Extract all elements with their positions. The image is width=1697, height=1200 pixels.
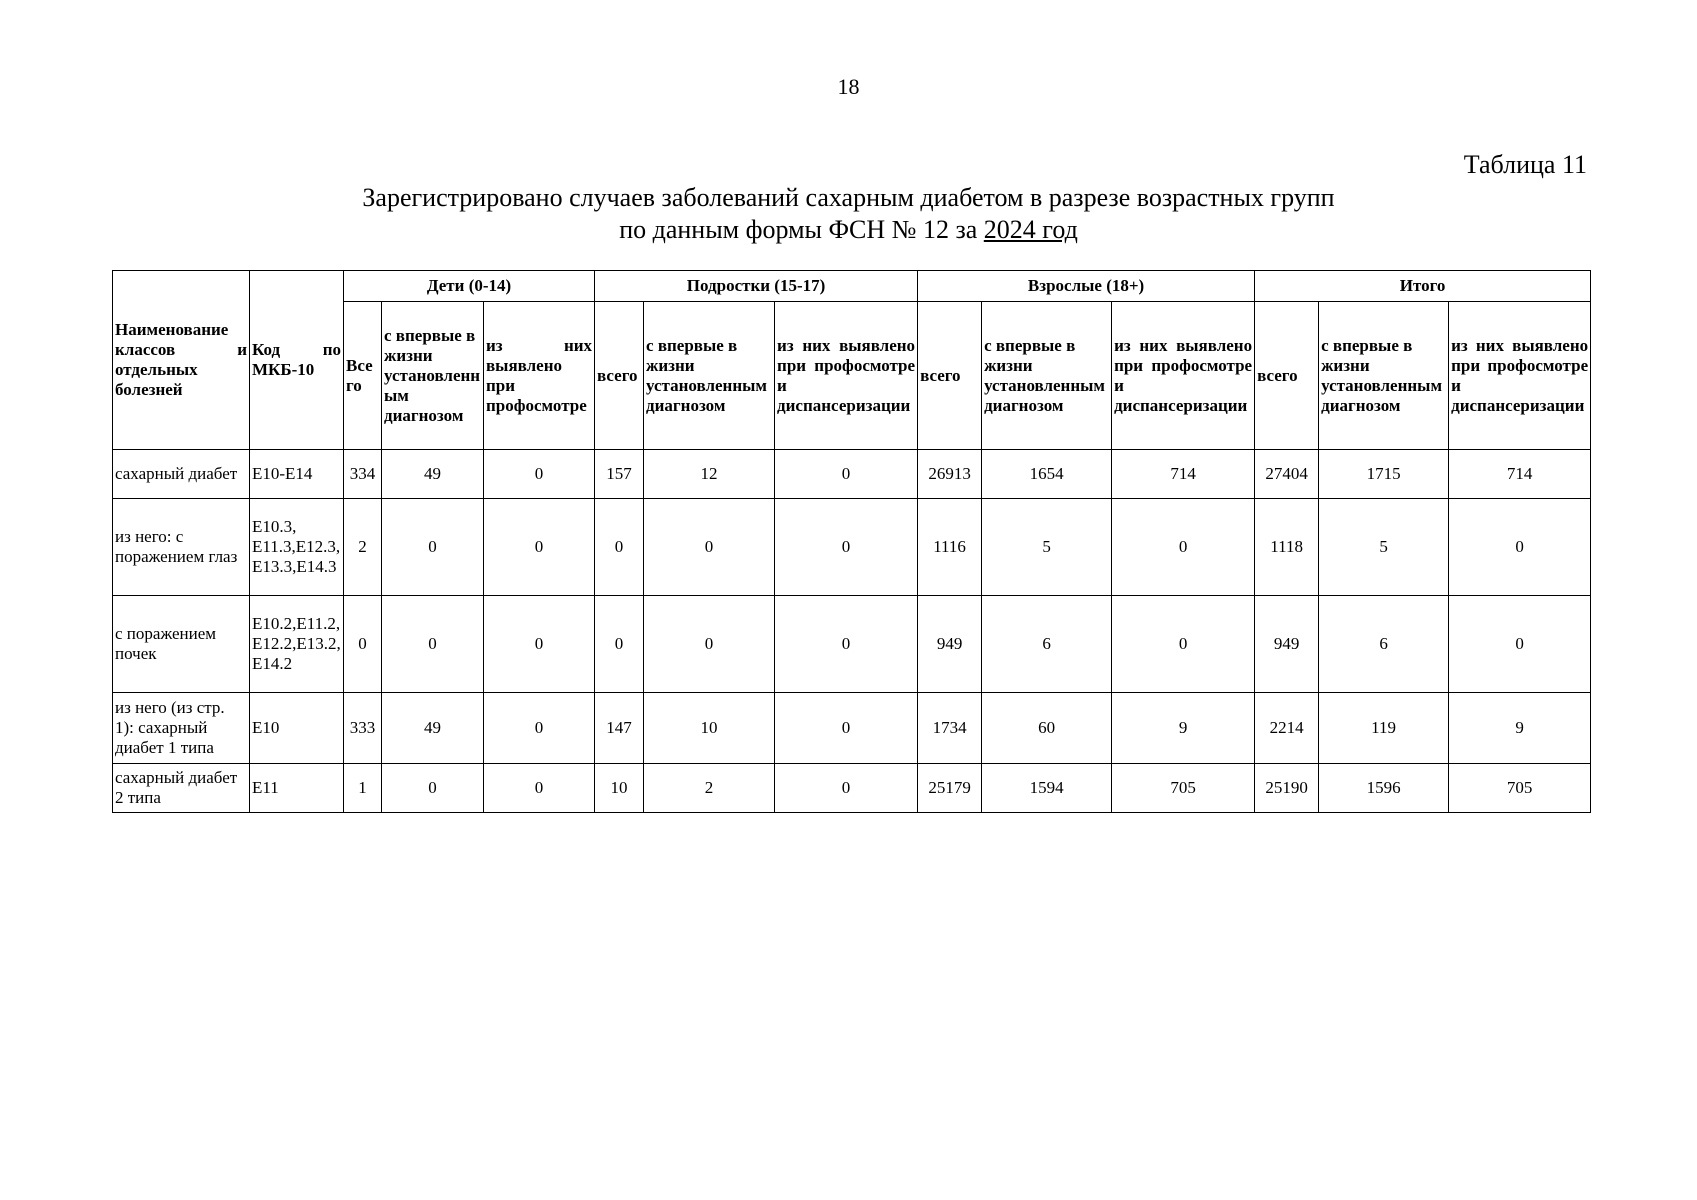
row-code: E10.2,E11.2,E12.2,E13.2,E14.2 [250, 596, 344, 693]
cell-value: 714 [1112, 450, 1255, 499]
header-code: Код по МКБ-10 [250, 271, 344, 450]
cell-value: 0 [644, 499, 775, 596]
cell-value: 1 [344, 764, 382, 813]
cell-value: 714 [1449, 450, 1591, 499]
row-name: сахарный диабет 2 типа [113, 764, 250, 813]
document-title [0, 182, 1697, 246]
cell-value: 49 [382, 693, 484, 764]
header-children-first: с впервые в жизни установленным диагнозом [382, 302, 484, 450]
cell-value: 0 [1112, 499, 1255, 596]
row-name: из него (из стр. 1): сахарный диабет 1 типа [113, 693, 250, 764]
cell-value: 705 [1449, 764, 1591, 813]
header-teens-prof: из них выявлено при профосмотре и диспансеризации [775, 302, 918, 450]
cell-value: 1596 [1319, 764, 1449, 813]
cell-value: 334 [344, 450, 382, 499]
header-name: Наименование классов и отдельных болезней [113, 271, 250, 450]
cell-value: 6 [982, 596, 1112, 693]
header-total-first: с впервые в жизни установленным диагнозом [1319, 302, 1449, 450]
cell-value: 26913 [918, 450, 982, 499]
cell-value: 0 [595, 596, 644, 693]
cell-value: 49 [382, 450, 484, 499]
row-code: E10 [250, 693, 344, 764]
cell-value: 147 [595, 693, 644, 764]
cell-value: 1116 [918, 499, 982, 596]
title-line-2-prefix: по данным формы ФСН № 12 за [619, 215, 984, 244]
header-row-groups [113, 271, 1591, 302]
row-name: из него: с поражением глаз [113, 499, 250, 596]
cell-value: 5 [1319, 499, 1449, 596]
cell-value: 25179 [918, 764, 982, 813]
cell-value: 2 [644, 764, 775, 813]
title-line-2 [0, 214, 1697, 246]
table-row [113, 693, 1591, 764]
header-children-prof: из них выявлено при профосмотре [484, 302, 595, 450]
title-year: 2024 год [983, 215, 1078, 244]
header-group-teens: Подростки (15-17) [595, 271, 918, 302]
cell-value: 0 [775, 764, 918, 813]
cell-value: 0 [595, 499, 644, 596]
page-number: 18 [837, 74, 860, 99]
cell-value: 10 [644, 693, 775, 764]
header-teens-total: всего [595, 302, 644, 450]
cell-value: 705 [1112, 764, 1255, 813]
table-row [113, 764, 1591, 813]
cell-value: 0 [382, 499, 484, 596]
header-children-total: Всего [344, 302, 382, 450]
cell-value: 6 [1319, 596, 1449, 693]
row-code: E11 [250, 764, 344, 813]
cell-value: 10 [595, 764, 644, 813]
header-adults-total: всего [918, 302, 982, 450]
cell-value: 0 [775, 596, 918, 693]
cell-value: 1654 [982, 450, 1112, 499]
table-row [113, 596, 1591, 693]
cell-value: 1715 [1319, 450, 1449, 499]
header-total-total: всего [1255, 302, 1319, 450]
cell-value: 5 [982, 499, 1112, 596]
header-group-total: Итого [1255, 271, 1591, 302]
cell-value: 0 [484, 450, 595, 499]
header-teens-first: с впервые в жизни установленным диагнозом [644, 302, 775, 450]
cell-value: 0 [775, 693, 918, 764]
cell-value: 0 [1449, 596, 1591, 693]
cell-value: 27404 [1255, 450, 1319, 499]
header-group-adults: Взрослые (18+) [918, 271, 1255, 302]
row-code: E10.3, E11.3,E12.3,E13.3,E14.3 [250, 499, 344, 596]
cell-value: 2214 [1255, 693, 1319, 764]
cell-value: 25190 [1255, 764, 1319, 813]
header-total-prof: из них выявлено при профосмотре и диспансеризации [1449, 302, 1591, 450]
table-label: Таблица 11 [1463, 150, 1587, 179]
header-adults-prof: из них выявлено при профосмотре и диспансеризации [1112, 302, 1255, 450]
cell-value: 9 [1449, 693, 1591, 764]
table-row [113, 499, 1591, 596]
cell-value: 0 [1449, 499, 1591, 596]
row-code: E10-E14 [250, 450, 344, 499]
header-group-children: Дети (0-14) [344, 271, 595, 302]
cell-value: 0 [382, 596, 484, 693]
cell-value: 12 [644, 450, 775, 499]
row-name: сахарный диабет [113, 450, 250, 499]
cell-value: 1594 [982, 764, 1112, 813]
cell-value: 0 [484, 764, 595, 813]
cell-value: 2 [344, 499, 382, 596]
cell-value: 0 [382, 764, 484, 813]
cell-value: 119 [1319, 693, 1449, 764]
cell-value: 949 [918, 596, 982, 693]
diabetes-cases-table [112, 270, 1591, 813]
cell-value: 1118 [1255, 499, 1319, 596]
cell-value: 0 [344, 596, 382, 693]
cell-value: 0 [1112, 596, 1255, 693]
cell-value: 0 [484, 693, 595, 764]
cell-value: 0 [644, 596, 775, 693]
cell-value: 0 [775, 499, 918, 596]
title-line-1: Зарегистрировано случаев заболеваний сахарным диабетом в разрезе возрастных групп [362, 183, 1335, 212]
cell-value: 60 [982, 693, 1112, 764]
row-name: с поражением почек [113, 596, 250, 693]
cell-value: 333 [344, 693, 382, 764]
cell-value: 0 [775, 450, 918, 499]
cell-value: 157 [595, 450, 644, 499]
cell-value: 9 [1112, 693, 1255, 764]
table-row [113, 450, 1591, 499]
cell-value: 0 [484, 596, 595, 693]
cell-value: 1734 [918, 693, 982, 764]
header-adults-first: с впервые в жизни установленным диагнозом [982, 302, 1112, 450]
cell-value: 0 [484, 499, 595, 596]
cell-value: 949 [1255, 596, 1319, 693]
